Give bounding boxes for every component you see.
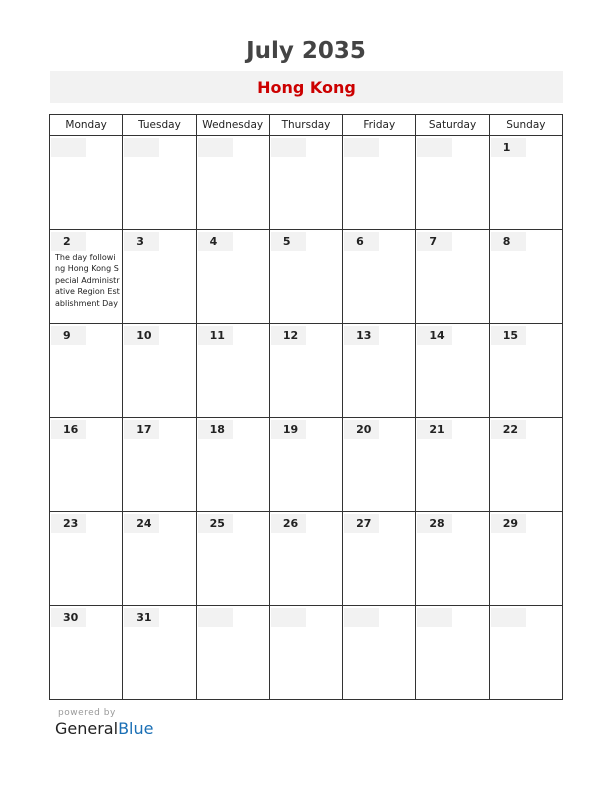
day-cell — [416, 606, 489, 700]
footer — [55, 708, 153, 738]
day-number: 5 — [271, 232, 306, 251]
day-number: 19 — [271, 420, 306, 439]
day-cell — [123, 230, 196, 324]
day-number: 26 — [271, 514, 306, 533]
day-cell — [196, 230, 269, 324]
day-number: 24 — [124, 514, 159, 533]
week-row — [50, 136, 563, 230]
week-row — [50, 230, 563, 324]
day-number: 6 — [344, 232, 379, 251]
day-cell — [50, 606, 123, 700]
day-cell — [489, 606, 562, 700]
day-number — [51, 138, 86, 157]
day-cell — [343, 136, 416, 230]
day-cell — [123, 324, 196, 418]
week-row — [50, 418, 563, 512]
day-cell — [343, 606, 416, 700]
day-cell — [196, 512, 269, 606]
day-number: 1 — [491, 138, 526, 157]
day-cell — [416, 418, 489, 512]
day-cell — [416, 512, 489, 606]
day-number: 10 — [124, 326, 159, 345]
day-number: 4 — [198, 232, 233, 251]
day-number: 15 — [491, 326, 526, 345]
day-number — [198, 138, 233, 157]
day-number: 25 — [198, 514, 233, 533]
day-number: 8 — [491, 232, 526, 251]
day-number: 28 — [417, 514, 452, 533]
day-cell — [123, 512, 196, 606]
brand-logo — [55, 719, 153, 738]
day-cell — [269, 136, 342, 230]
day-number: 13 — [344, 326, 379, 345]
calendar-title: July 2035 — [246, 38, 366, 64]
region-banner — [50, 71, 563, 103]
week-row — [50, 512, 563, 606]
day-cell — [343, 418, 416, 512]
day-cell — [489, 230, 562, 324]
day-cell — [489, 512, 562, 606]
day-cell — [50, 136, 123, 230]
day-cell — [196, 136, 269, 230]
day-number: 2 — [51, 232, 86, 251]
weekday-header-row — [50, 115, 563, 136]
day-number — [344, 608, 379, 627]
powered-by-label: powered by — [58, 708, 116, 718]
day-number — [124, 138, 159, 157]
weekday-header: Wednesday — [196, 115, 269, 136]
day-number — [417, 138, 452, 157]
day-cell — [343, 230, 416, 324]
day-cell — [489, 418, 562, 512]
day-number: 17 — [124, 420, 159, 439]
day-cell — [416, 136, 489, 230]
weekday-header: Monday — [50, 115, 123, 136]
day-cell — [343, 324, 416, 418]
day-cell — [196, 606, 269, 700]
day-cell — [489, 324, 562, 418]
day-number: 23 — [51, 514, 86, 533]
day-number: 29 — [491, 514, 526, 533]
day-cell — [269, 230, 342, 324]
day-number: 12 — [271, 326, 306, 345]
brand-blue: Blue — [118, 719, 154, 738]
weekday-header: Sunday — [489, 115, 562, 136]
day-number: 16 — [51, 420, 86, 439]
day-number: 20 — [344, 420, 379, 439]
day-cell — [50, 418, 123, 512]
day-number: 22 — [491, 420, 526, 439]
day-cell — [269, 606, 342, 700]
day-number — [491, 608, 526, 627]
day-cell — [123, 136, 196, 230]
day-number — [271, 138, 306, 157]
weekday-header: Thursday — [269, 115, 342, 136]
day-number — [271, 608, 306, 627]
day-cell — [50, 230, 123, 324]
day-number: 7 — [417, 232, 452, 251]
day-cell — [416, 324, 489, 418]
day-number: 9 — [51, 326, 86, 345]
day-cell — [269, 512, 342, 606]
weekday-header: Friday — [343, 115, 416, 136]
day-number: 27 — [344, 514, 379, 533]
day-number — [344, 138, 379, 157]
day-cell — [196, 324, 269, 418]
day-cell — [489, 136, 562, 230]
day-number: 21 — [417, 420, 452, 439]
day-cell — [50, 324, 123, 418]
day-cell — [416, 230, 489, 324]
day-number: 30 — [51, 608, 86, 627]
day-cell — [196, 418, 269, 512]
day-number — [198, 608, 233, 627]
weekday-header: Tuesday — [123, 115, 196, 136]
day-cell — [343, 512, 416, 606]
day-cell — [269, 324, 342, 418]
calendar-grid — [49, 114, 563, 700]
week-row — [50, 606, 563, 700]
day-number: 31 — [124, 608, 159, 627]
day-cell — [269, 418, 342, 512]
region-name: Hong Kong — [257, 78, 356, 97]
day-number — [417, 608, 452, 627]
holiday-label: The day following Hong Kong Special Administrative Region Establishment Day — [55, 253, 120, 308]
day-number: 3 — [124, 232, 159, 251]
day-number: 14 — [417, 326, 452, 345]
day-number: 18 — [198, 420, 233, 439]
day-cell — [50, 512, 123, 606]
week-row — [50, 324, 563, 418]
day-number: 11 — [198, 326, 233, 345]
day-cell — [123, 606, 196, 700]
weekday-header: Saturday — [416, 115, 489, 136]
calendar-body — [50, 136, 563, 700]
brand-general: General — [55, 719, 119, 738]
day-cell — [123, 418, 196, 512]
